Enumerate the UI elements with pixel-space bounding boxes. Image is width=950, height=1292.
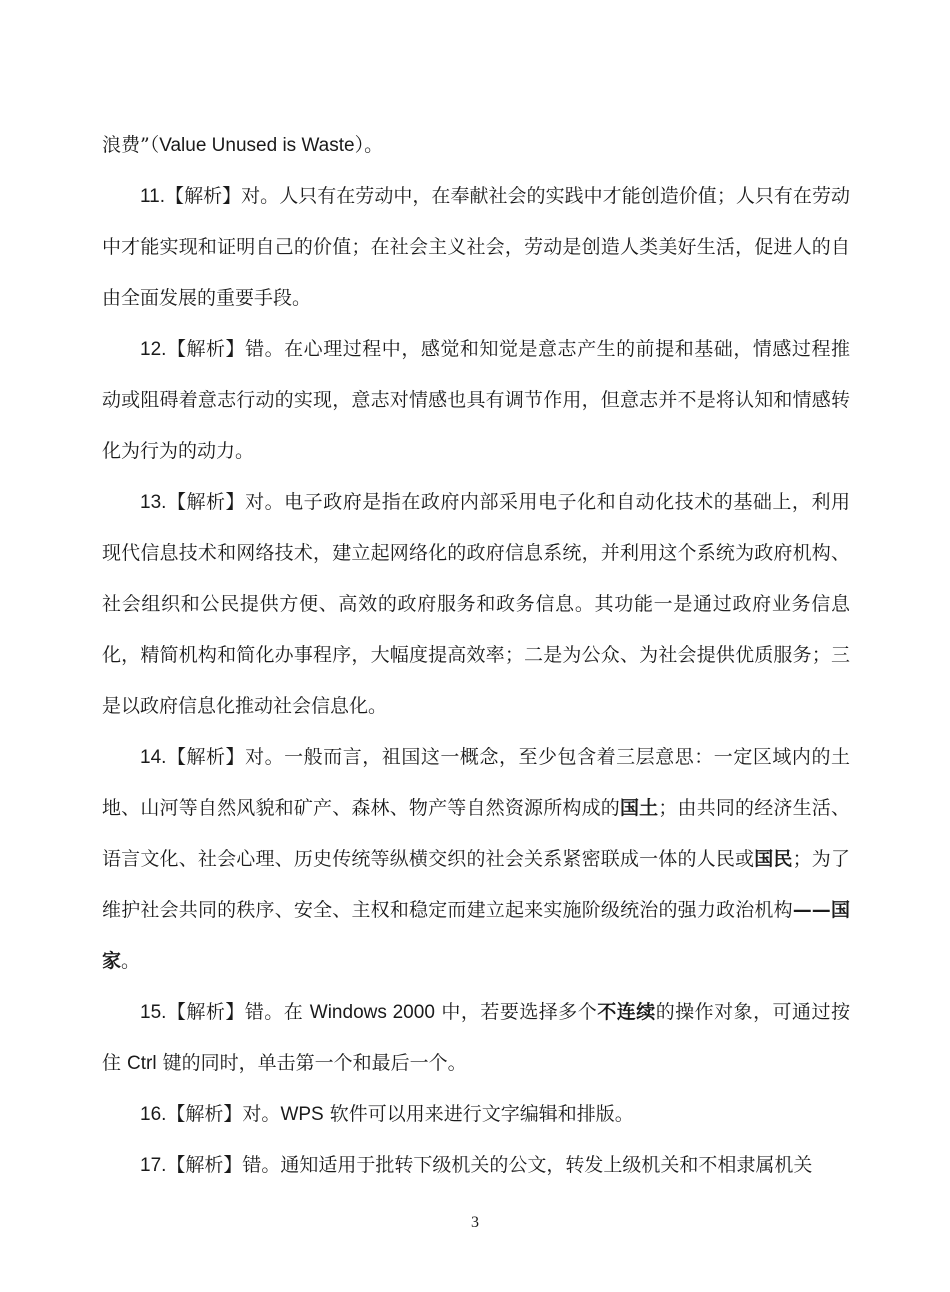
answer-12 bbox=[102, 324, 850, 477]
wps-term: WPS bbox=[280, 1104, 324, 1125]
text-run: 浪费”（ bbox=[102, 134, 160, 156]
answer-text: 中，若要选择多个 bbox=[434, 1001, 598, 1023]
item-number: 11. bbox=[140, 186, 166, 207]
item-number: 14. bbox=[140, 747, 167, 768]
item-number: 17. bbox=[140, 1155, 167, 1176]
answer-text: 【解析】对。电子政府是指在政府内部采用电子化和自动化技术的基础上，利用现代信息技术和网络技术，建立起网络化的政府信息系统，并利用这个系统为政府机构、社会组织和公民提供方便、高效的政府服务和政务信息。其功能一是通过政府业务信息化，精简机构和简化办事程序，大幅度提高效率；二是为公众、为社会提供优质服务；三是以政府信息化推动社会信息化。 bbox=[102, 491, 850, 717]
bold-term-guotu: 国土 bbox=[619, 797, 659, 819]
answer-text: ；由共同的经济生活、语言文化、社会心理、历史传统等纵横交织的社会关系紧密联成一体的人民或 bbox=[102, 797, 850, 870]
answer-text: 键的同时，单击第一个和最后一个。 bbox=[156, 1052, 467, 1074]
item-number: 12. bbox=[140, 339, 167, 360]
answer-text: ；为了维护社会共同的秩序、安全、主权和稳定而建立起来实施阶级统治的强力政治机构 bbox=[102, 848, 850, 921]
answer-14 bbox=[102, 732, 850, 987]
bold-term-buliangxu: 不连续 bbox=[597, 1001, 656, 1023]
answer-text: 软件可以用来进行文字编辑和排版。 bbox=[323, 1103, 634, 1125]
answer-15 bbox=[102, 987, 850, 1089]
answer-text: 【解析】对。人只有在劳动中，在奉献社会的实践中才能创造价值；人只有在劳动中才能实现和证明自己的价值；在社会主义社会，劳动是创造人类美好生活，促进人的自由全面发展的重要手段。 bbox=[102, 185, 850, 309]
answer-text: 【解析】对。一般而言，祖国这一概念，至少包含着三层意思：一定区域内的土地、山河等自然风貌和矿产、森林、物产等自然资源所构成的 bbox=[102, 746, 850, 819]
item-number: 13. bbox=[140, 492, 167, 513]
answer-text: 。 bbox=[121, 950, 141, 972]
document-body bbox=[102, 120, 850, 1191]
answer-text: 【解析】错。在 bbox=[166, 1001, 310, 1023]
ctrl-term: Ctrl bbox=[127, 1053, 157, 1074]
bold-term-guojia: ——国家 bbox=[102, 899, 850, 972]
answer-text: 【解析】错。通知适用于批转下级机关的公文，转发上级机关和不相隶属机关 bbox=[166, 1154, 813, 1176]
english-phrase: Value Unused is Waste bbox=[159, 135, 355, 156]
page-number: 3 bbox=[471, 1214, 479, 1231]
answer-text: 【解析】错。在心理过程中，感觉和知觉是意志产生的前提和基础，情感过程推动或阻碍着意志行动的实现，意志对情感也具有调节作用，但意志并不是将认知和情感转化为行为的动力。 bbox=[102, 338, 850, 462]
answer-13 bbox=[102, 477, 850, 732]
answer-17 bbox=[102, 1140, 850, 1191]
answer-text: 的操作对象，可通过按住 bbox=[102, 1001, 850, 1074]
windows-term: Windows 2000 bbox=[309, 1002, 435, 1023]
answer-16 bbox=[102, 1089, 850, 1140]
paragraph-continuation bbox=[102, 120, 850, 171]
item-number: 16. bbox=[140, 1104, 167, 1125]
text-run: ）。 bbox=[354, 134, 384, 156]
answer-text: 【解析】对。 bbox=[166, 1103, 281, 1125]
answer-11 bbox=[102, 171, 850, 324]
bold-term-guomin: 国民 bbox=[754, 848, 793, 870]
item-number: 15. bbox=[140, 1002, 167, 1023]
